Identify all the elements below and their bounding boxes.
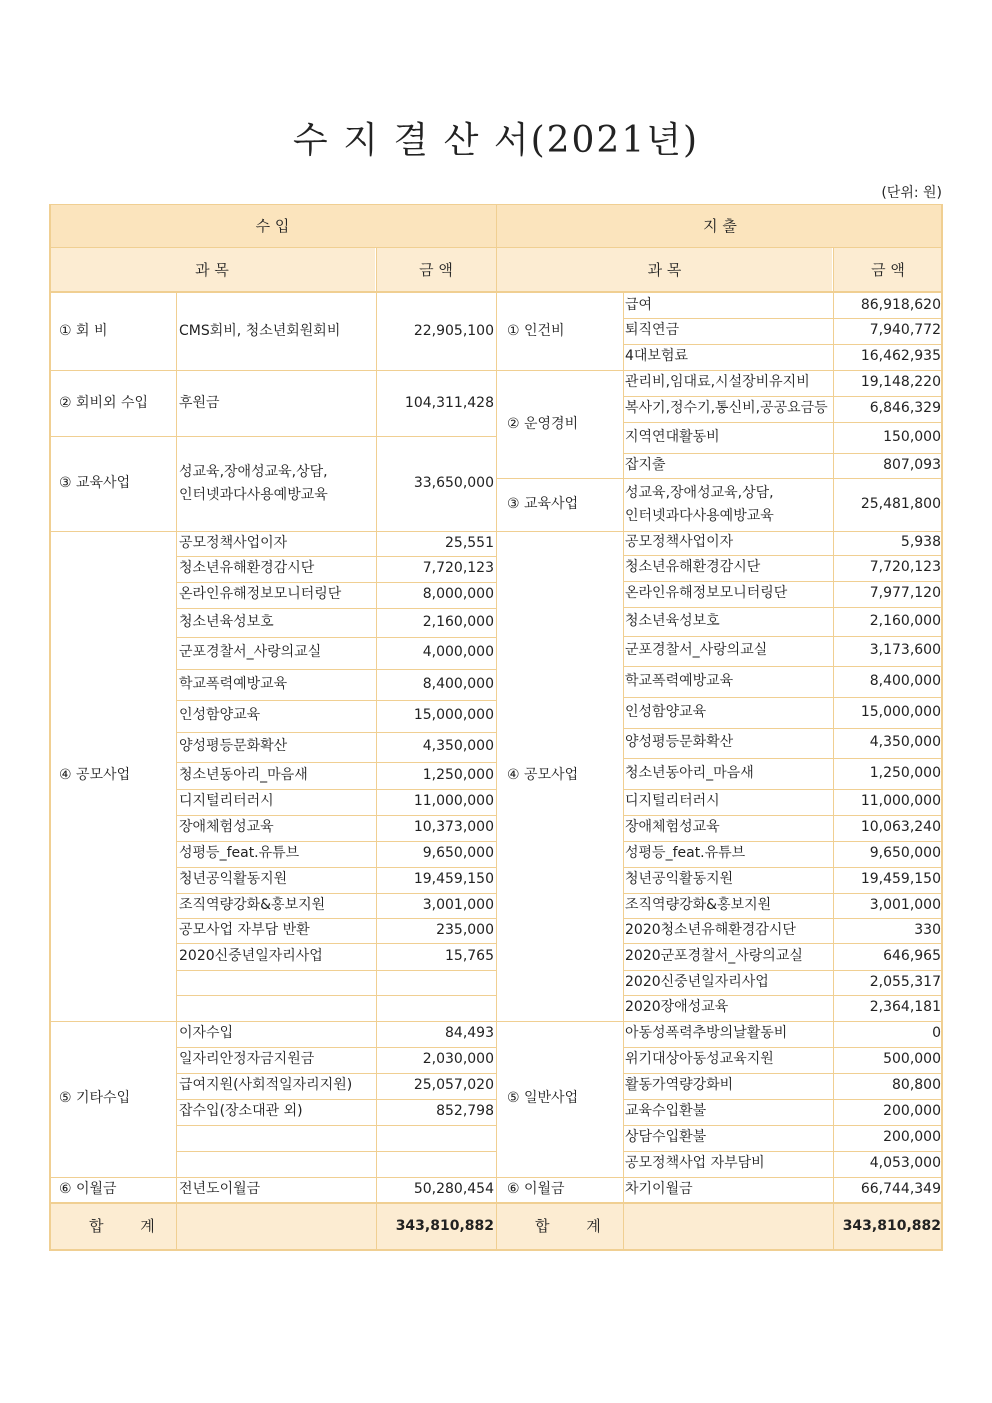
expense-item-name: 양성평등문화확산 bbox=[625, 734, 734, 751]
expense-item-amount: 807,093 bbox=[883, 456, 941, 473]
expense-item-amount: 9,650,000 bbox=[869, 845, 941, 862]
income-item-name: 성평등_feat.유튜브 bbox=[179, 845, 300, 862]
income-category-other: ⑤ 기타수입 bbox=[59, 1090, 131, 1107]
expense-item-amount: 2,364,181 bbox=[869, 999, 941, 1016]
income-item-name: 청소년유해환경감시단 bbox=[179, 560, 315, 577]
expense-category-personnel: ① 인건비 bbox=[507, 323, 565, 340]
income-item-amount: 15,000,000 bbox=[413, 707, 494, 724]
expense-item-amount: 8,400,000 bbox=[869, 672, 941, 689]
category-divider bbox=[497, 1177, 623, 1178]
expense-item-amount: 646,965 bbox=[883, 947, 941, 964]
category-divider bbox=[49, 1177, 176, 1178]
expense-item-amount: 150,000 bbox=[883, 428, 941, 445]
expense-item-name: 조직역량강화&홍보지원 bbox=[625, 896, 772, 913]
expense-item-name: 장애체험성교육 bbox=[625, 819, 720, 836]
expense-item-name: 공모정책사업이자 bbox=[625, 534, 734, 551]
row-divider bbox=[176, 1151, 496, 1152]
row-divider bbox=[176, 995, 496, 996]
expense-item-name bbox=[625, 478, 774, 531]
expense-item-name: 학교폭력예방교육 bbox=[625, 672, 734, 689]
expense-item-name: 2020장애성교육 bbox=[625, 999, 729, 1016]
expense-category-carryover: ⑥ 이월금 bbox=[507, 1180, 565, 1197]
income-item-name: 장애체험성교육 bbox=[179, 819, 274, 836]
expense-item-name: 차기이월금 bbox=[625, 1180, 693, 1197]
expense-item-amount: 25,481,800 bbox=[860, 495, 941, 512]
expense-item-amount: 86,918,620 bbox=[860, 297, 941, 314]
expense-item-name: 공모정책사업 자부담비 bbox=[625, 1155, 765, 1172]
expense-item-amount: 2,055,317 bbox=[869, 973, 941, 990]
row-divider bbox=[176, 1177, 496, 1178]
expense-item-name: 퇴직연금 bbox=[625, 322, 680, 339]
expense-category-public: ④ 공모사업 bbox=[507, 767, 579, 784]
income-item-amount: 25,057,020 bbox=[413, 1077, 494, 1094]
expense-item-name: 군포경찰서_사랑의교실 bbox=[625, 642, 768, 659]
category-divider bbox=[49, 370, 176, 371]
income-item-header: 과 목 bbox=[49, 248, 375, 291]
income-item-name: 청소년동아리_마음새 bbox=[179, 766, 308, 783]
income-item-amount: 3,001,000 bbox=[422, 896, 494, 913]
expense-item-name: 2020청소년유해환경감시단 bbox=[625, 921, 796, 938]
expense-item-amount: 3,173,600 bbox=[869, 642, 941, 659]
income-item-name: 온라인유해정보모니터링단 bbox=[179, 586, 342, 603]
income-item-amount: 15,765 bbox=[445, 947, 494, 964]
unit-label: (단위: 원) bbox=[881, 185, 942, 201]
column-divider bbox=[623, 293, 624, 1250]
income-item-name: 청년공익활동지원 bbox=[179, 871, 288, 888]
expense-category-general: ⑤ 일반사업 bbox=[507, 1090, 579, 1107]
income-item-amount: 25,551 bbox=[445, 534, 494, 551]
income-item-name: 청소년육성보호 bbox=[179, 613, 274, 630]
expense-item-amount: 16,462,935 bbox=[860, 348, 941, 365]
expense-item-name: 4대보험료 bbox=[625, 348, 689, 365]
income-total-label: 합 계 bbox=[89, 1217, 171, 1236]
income-item-amount: 2,160,000 bbox=[422, 613, 494, 630]
income-item-amount: 33,650,000 bbox=[413, 474, 494, 491]
expense-item-name: 청소년유해환경감시단 bbox=[625, 559, 761, 576]
income-item-name: 군포경찰서_사랑의교실 bbox=[179, 644, 322, 661]
category-divider bbox=[497, 1021, 623, 1022]
table-border-right bbox=[941, 204, 943, 1250]
income-item-amount: 8,000,000 bbox=[422, 586, 494, 603]
income-total-amount: 343,810,882 bbox=[395, 1217, 494, 1234]
expense-item-amount: 1,250,000 bbox=[869, 764, 941, 781]
income-item-name: 조직역량강화&홍보지원 bbox=[179, 896, 326, 913]
income-item-name: 이자수입 bbox=[179, 1025, 234, 1042]
income-item-name: 잡수입(장소대관 외) bbox=[179, 1103, 303, 1120]
expense-item-name: 인성함양교육 bbox=[625, 703, 707, 720]
expense-item-amount: 66,744,349 bbox=[860, 1180, 941, 1197]
expense-item-name: 교육수입환불 bbox=[625, 1103, 707, 1120]
expense-item-amount: 4,053,000 bbox=[869, 1155, 941, 1172]
expense-item-amount: 3,001,000 bbox=[869, 896, 941, 913]
expense-item-amount: 19,148,220 bbox=[860, 374, 941, 391]
income-item-name: 2020신중년일자리사업 bbox=[179, 947, 323, 964]
expense-item-amount: 6,846,329 bbox=[869, 400, 941, 417]
category-divider bbox=[497, 478, 623, 479]
expense-item-amount: 5,938 bbox=[900, 534, 941, 551]
income-item-name: 디지털리터러시 bbox=[179, 793, 274, 810]
expense-item-amount: 330 bbox=[914, 921, 941, 938]
expense-amount-header: 금 액 bbox=[833, 248, 943, 291]
expense-item-name: 디지털리터러시 bbox=[625, 793, 720, 810]
expense-item-name: 복사기,정수기,통신비,공공요금등 bbox=[625, 400, 828, 417]
income-item-name: 양성평등문화확산 bbox=[179, 738, 288, 755]
category-divider bbox=[49, 1021, 176, 1022]
expense-item-amount: 11,000,000 bbox=[860, 793, 941, 810]
expense-item-name: 잡지출 bbox=[625, 456, 666, 473]
expense-header: 지 출 bbox=[497, 204, 943, 247]
income-item-amount: 4,350,000 bbox=[422, 738, 494, 755]
income-header: 수 입 bbox=[49, 204, 496, 247]
income-item-amount: 852,798 bbox=[436, 1103, 494, 1120]
income-item-name: 공모사업 자부담 반환 bbox=[179, 921, 310, 938]
income-item-name bbox=[179, 436, 328, 531]
expense-item-header: 과 목 bbox=[497, 248, 832, 291]
expense-item-name: 청년공익활동지원 bbox=[625, 871, 734, 888]
expense-item-name: 성평등_feat.유튜브 bbox=[625, 845, 746, 862]
expense-item-name: 급여 bbox=[625, 297, 653, 314]
income-item-name: 급여지원(사회적일자리지원) bbox=[179, 1077, 353, 1094]
income-item-amount: 11,000,000 bbox=[413, 793, 494, 810]
row-divider bbox=[176, 1021, 496, 1022]
income-item-amount: 9,650,000 bbox=[422, 845, 494, 862]
expense-item-name: 청소년육성보호 bbox=[625, 612, 720, 629]
expense-category-education: ③ 교육사업 bbox=[507, 495, 579, 512]
expense-item-amount: 15,000,000 bbox=[860, 703, 941, 720]
expense-item-amount: 80,800 bbox=[892, 1077, 941, 1094]
category-divider bbox=[49, 531, 176, 532]
settlement-table bbox=[49, 204, 943, 1250]
expense-item-amount: 0 bbox=[932, 1025, 941, 1042]
expense-item-name-line1: 성교육,장애성교육,상담, bbox=[625, 485, 774, 502]
income-category-membership: ① 회 비 bbox=[59, 323, 108, 340]
column-divider bbox=[833, 248, 834, 1250]
expense-item-amount: 200,000 bbox=[883, 1103, 941, 1120]
document-title: 수 지 결 산 서(2021년) bbox=[292, 120, 700, 161]
column-divider bbox=[376, 248, 377, 1250]
income-item-name: CMS회비, 청소년회원회비 bbox=[179, 323, 341, 340]
expense-item-name: 청소년동아리_마음새 bbox=[625, 764, 754, 781]
expense-item-amount: 10,063,240 bbox=[860, 819, 941, 836]
income-item-name: 학교폭력예방교육 bbox=[179, 675, 288, 692]
income-item-name: 전년도이월금 bbox=[179, 1180, 261, 1197]
income-item-amount: 235,000 bbox=[436, 921, 494, 938]
income-item-amount: 50,280,454 bbox=[413, 1180, 494, 1197]
row-divider bbox=[176, 1125, 496, 1126]
row-divider bbox=[176, 970, 496, 971]
expense-item-amount: 7,977,120 bbox=[869, 585, 941, 602]
income-item-amount: 2,030,000 bbox=[422, 1051, 494, 1068]
income-amount-header: 금 액 bbox=[376, 248, 496, 291]
center-divider bbox=[496, 204, 497, 1250]
expense-category-operation: ② 운영경비 bbox=[507, 416, 579, 433]
expense-item-amount: 2,160,000 bbox=[869, 612, 941, 629]
expense-item-amount: 7,940,772 bbox=[869, 322, 941, 339]
income-item-amount: 1,250,000 bbox=[422, 766, 494, 783]
expense-item-amount: 19,459,150 bbox=[860, 871, 941, 888]
income-category-carryover: ⑥ 이월금 bbox=[59, 1180, 117, 1197]
category-divider bbox=[497, 531, 623, 532]
expense-total-label: 합 계 bbox=[535, 1217, 617, 1236]
category-divider bbox=[497, 370, 623, 371]
income-item-name-line2: 인터넷과다사용예방교육 bbox=[179, 486, 328, 503]
income-item-name: 인성함양교육 bbox=[179, 707, 261, 724]
income-item-amount: 22,905,100 bbox=[413, 323, 494, 340]
income-item-amount: 84,493 bbox=[445, 1025, 494, 1042]
income-item-amount: 19,459,150 bbox=[413, 871, 494, 888]
income-item-name: 공모정책사업이자 bbox=[179, 534, 288, 551]
expense-total-amount: 343,810,882 bbox=[842, 1217, 941, 1234]
expense-item-name: 상담수입환불 bbox=[625, 1129, 707, 1146]
column-divider bbox=[176, 293, 177, 1250]
income-item-name: 후원금 bbox=[179, 395, 220, 412]
table-border-left bbox=[49, 204, 51, 1250]
income-item-name-line1: 성교육,장애성교육,상담, bbox=[179, 464, 328, 481]
income-item-amount: 7,720,123 bbox=[422, 560, 494, 577]
expense-item-amount: 500,000 bbox=[883, 1051, 941, 1068]
expense-item-name-line2: 인터넷과다사용예방교육 bbox=[625, 507, 774, 524]
income-category-education: ③ 교육사업 bbox=[59, 474, 131, 491]
expense-item-name: 2020군포경찰서_사랑의교실 bbox=[625, 947, 803, 964]
expense-item-name: 아동성폭력추방의날활동비 bbox=[625, 1025, 788, 1042]
expense-item-name: 위기대상아동성교육지원 bbox=[625, 1051, 774, 1068]
income-category-public: ④ 공모사업 bbox=[59, 767, 131, 784]
expense-item-name: 온라인유해정보모니터링단 bbox=[625, 585, 788, 602]
expense-item-name: 2020신중년일자리사업 bbox=[625, 973, 769, 990]
expense-item-name: 지역연대활동비 bbox=[625, 428, 720, 445]
expense-item-name: 활동가역량강화비 bbox=[625, 1077, 734, 1094]
income-item-amount: 8,400,000 bbox=[422, 675, 494, 692]
expense-item-amount: 200,000 bbox=[883, 1129, 941, 1146]
income-category-donation: ② 회비외 수입 bbox=[59, 395, 149, 412]
expense-item-amount: 7,720,123 bbox=[869, 559, 941, 576]
income-item-amount: 10,373,000 bbox=[413, 819, 494, 836]
expense-item-amount: 4,350,000 bbox=[869, 734, 941, 751]
income-item-amount: 104,311,428 bbox=[404, 395, 494, 412]
income-item-name: 일자리안정자금지원금 bbox=[179, 1051, 315, 1068]
expense-item-name: 관리비,임대료,시설장비유지비 bbox=[625, 374, 810, 391]
category-divider bbox=[49, 436, 176, 437]
row-divider bbox=[176, 370, 496, 371]
income-item-amount: 4,000,000 bbox=[422, 644, 494, 661]
